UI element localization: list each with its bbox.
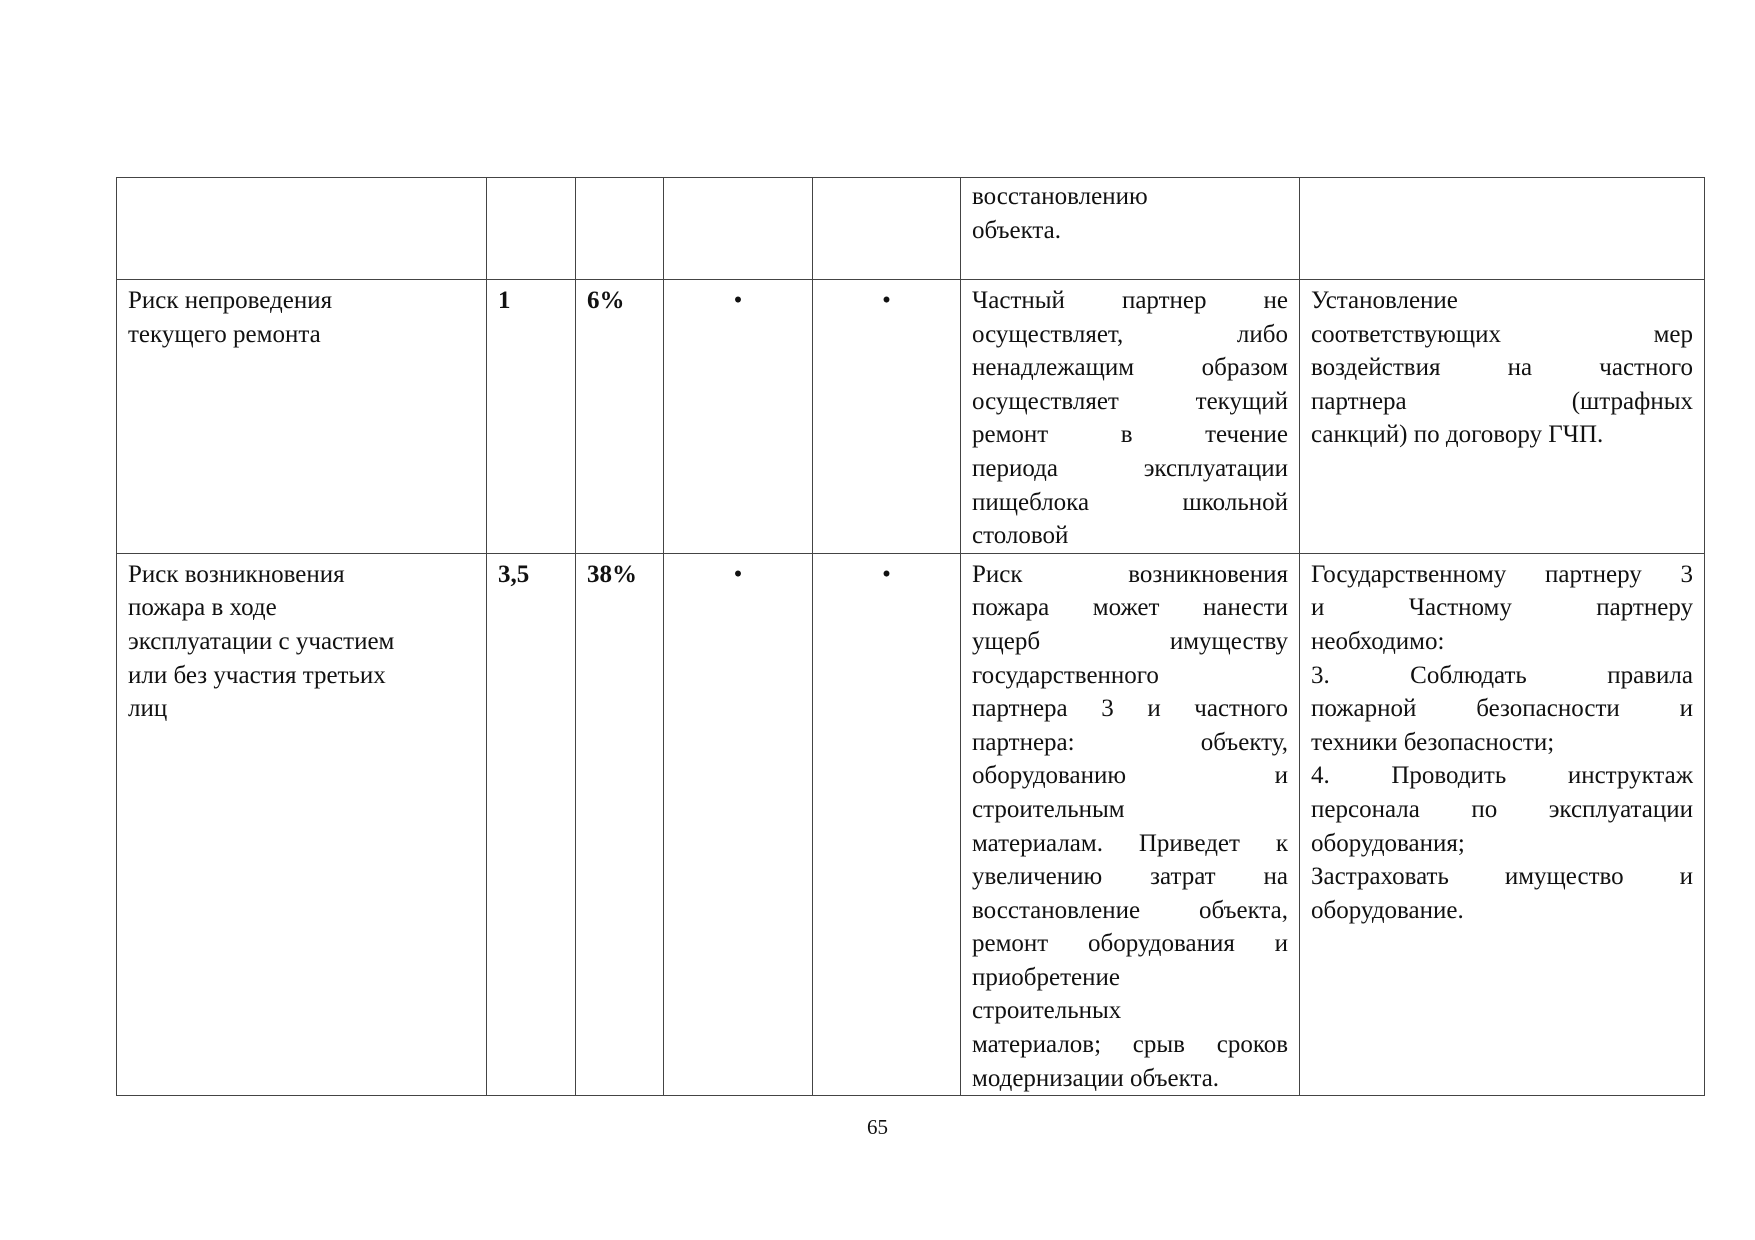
risk-name-cell bbox=[117, 178, 487, 280]
description-line: увеличению затрат на bbox=[972, 863, 1288, 891]
measures-line: 4. Проводить инструктаж bbox=[1311, 762, 1693, 790]
description-line: столовой bbox=[972, 522, 1069, 550]
description-line: приобретение bbox=[972, 963, 1120, 991]
measures-line: соответствующих мер bbox=[1311, 320, 1693, 348]
measures-line: воздействия на частного bbox=[1311, 354, 1693, 382]
description-line: периода эксплуатации bbox=[972, 454, 1288, 482]
measures-line: Застраховать имущество и bbox=[1311, 863, 1693, 891]
mark-cell bbox=[664, 178, 813, 280]
measures-cell bbox=[1300, 178, 1705, 280]
table-row bbox=[117, 178, 1705, 280]
description-line: ненадлежащим образом bbox=[972, 354, 1288, 382]
description-line: ремонт оборудования и bbox=[972, 930, 1288, 958]
risk-name-line: или без участия третьих bbox=[128, 661, 386, 689]
measures-line: Государственному партнеру 3 bbox=[1311, 560, 1693, 588]
description-line: ущерб имуществу bbox=[972, 627, 1288, 655]
risk-name-line: текущего ремонта bbox=[128, 320, 321, 348]
description-line: строительным bbox=[972, 795, 1125, 823]
bullet-mark: • bbox=[664, 553, 813, 1096]
description-line: материалов; срыв сроков bbox=[972, 1031, 1288, 1059]
risk-name-line: лиц bbox=[128, 695, 168, 723]
bullet-mark: • bbox=[813, 553, 961, 1096]
measures-line: оборудования; bbox=[1311, 829, 1465, 857]
measures-line: и Частному партнеру bbox=[1311, 594, 1693, 622]
risk-name-line: пожара в ходе bbox=[128, 594, 277, 622]
description-line: восстановлению bbox=[972, 183, 1148, 210]
percent-cell bbox=[576, 178, 664, 280]
measures-line: 3. Соблюдать правила bbox=[1311, 661, 1693, 689]
risk-name-cell bbox=[117, 553, 487, 1096]
measures-cell bbox=[1300, 553, 1705, 1096]
percent-cell: 6% bbox=[576, 280, 664, 554]
measures-line: партнера (штрафных bbox=[1311, 387, 1693, 415]
description-line: осуществляет, либо bbox=[972, 320, 1288, 348]
mark-cell bbox=[813, 178, 961, 280]
description-line: государственного bbox=[972, 661, 1159, 689]
description-cell bbox=[961, 280, 1300, 554]
description-cell bbox=[961, 178, 1300, 280]
description-line: объекта. bbox=[972, 216, 1062, 244]
measures-line: оборудование. bbox=[1311, 896, 1464, 924]
description-line: материалам. Приведет к bbox=[972, 829, 1288, 857]
risk-name-line: Риск возникновения bbox=[128, 560, 345, 588]
description-line: модернизации объекта. bbox=[972, 1064, 1220, 1092]
bullet-mark: • bbox=[813, 280, 961, 554]
percent-cell: 38% bbox=[576, 553, 664, 1096]
description-line: пищеблока школьной bbox=[972, 488, 1288, 516]
page-number: 65 bbox=[867, 1115, 888, 1139]
measures-line: техники безопасности; bbox=[1311, 728, 1555, 756]
description-line: ремонт в течение bbox=[972, 421, 1288, 449]
measures-cell bbox=[1300, 280, 1705, 554]
description-line: Частный партнер не bbox=[972, 287, 1288, 314]
description-cell bbox=[961, 553, 1300, 1096]
description-line: пожара может нанести bbox=[972, 594, 1288, 622]
risk-table-body bbox=[117, 178, 1705, 1096]
measures-line: пожарной безопасности и bbox=[1311, 695, 1693, 723]
description-line: строительных bbox=[972, 997, 1122, 1025]
measures-line: Установление bbox=[1311, 287, 1458, 314]
description-line: Риск возникновения bbox=[972, 560, 1288, 588]
risk-name-cell bbox=[117, 280, 487, 554]
measures-line: санкций) по договору ГЧП. bbox=[1311, 421, 1604, 449]
measures-line: необходимо: bbox=[1311, 627, 1445, 655]
risk-table bbox=[116, 177, 1705, 1096]
risk-name-line: эксплуатации с участием bbox=[128, 627, 395, 655]
table-row bbox=[117, 280, 1705, 554]
risk-name-line: Риск непроведения bbox=[128, 287, 333, 314]
bullet-mark: • bbox=[664, 280, 813, 554]
description-line: партнера: объекту, bbox=[972, 728, 1288, 756]
measures-line: персонала по эксплуатации bbox=[1311, 795, 1693, 823]
score-cell: 1 bbox=[487, 280, 576, 554]
table-row bbox=[117, 553, 1705, 1096]
description-line: партнера 3 и частного bbox=[972, 695, 1288, 723]
score-cell bbox=[487, 178, 576, 280]
score-cell: 3,5 bbox=[487, 553, 576, 1096]
description-line: восстановление объекта, bbox=[972, 896, 1288, 924]
description-line: осуществляет текущий bbox=[972, 387, 1288, 415]
description-line: оборудованию и bbox=[972, 762, 1288, 790]
